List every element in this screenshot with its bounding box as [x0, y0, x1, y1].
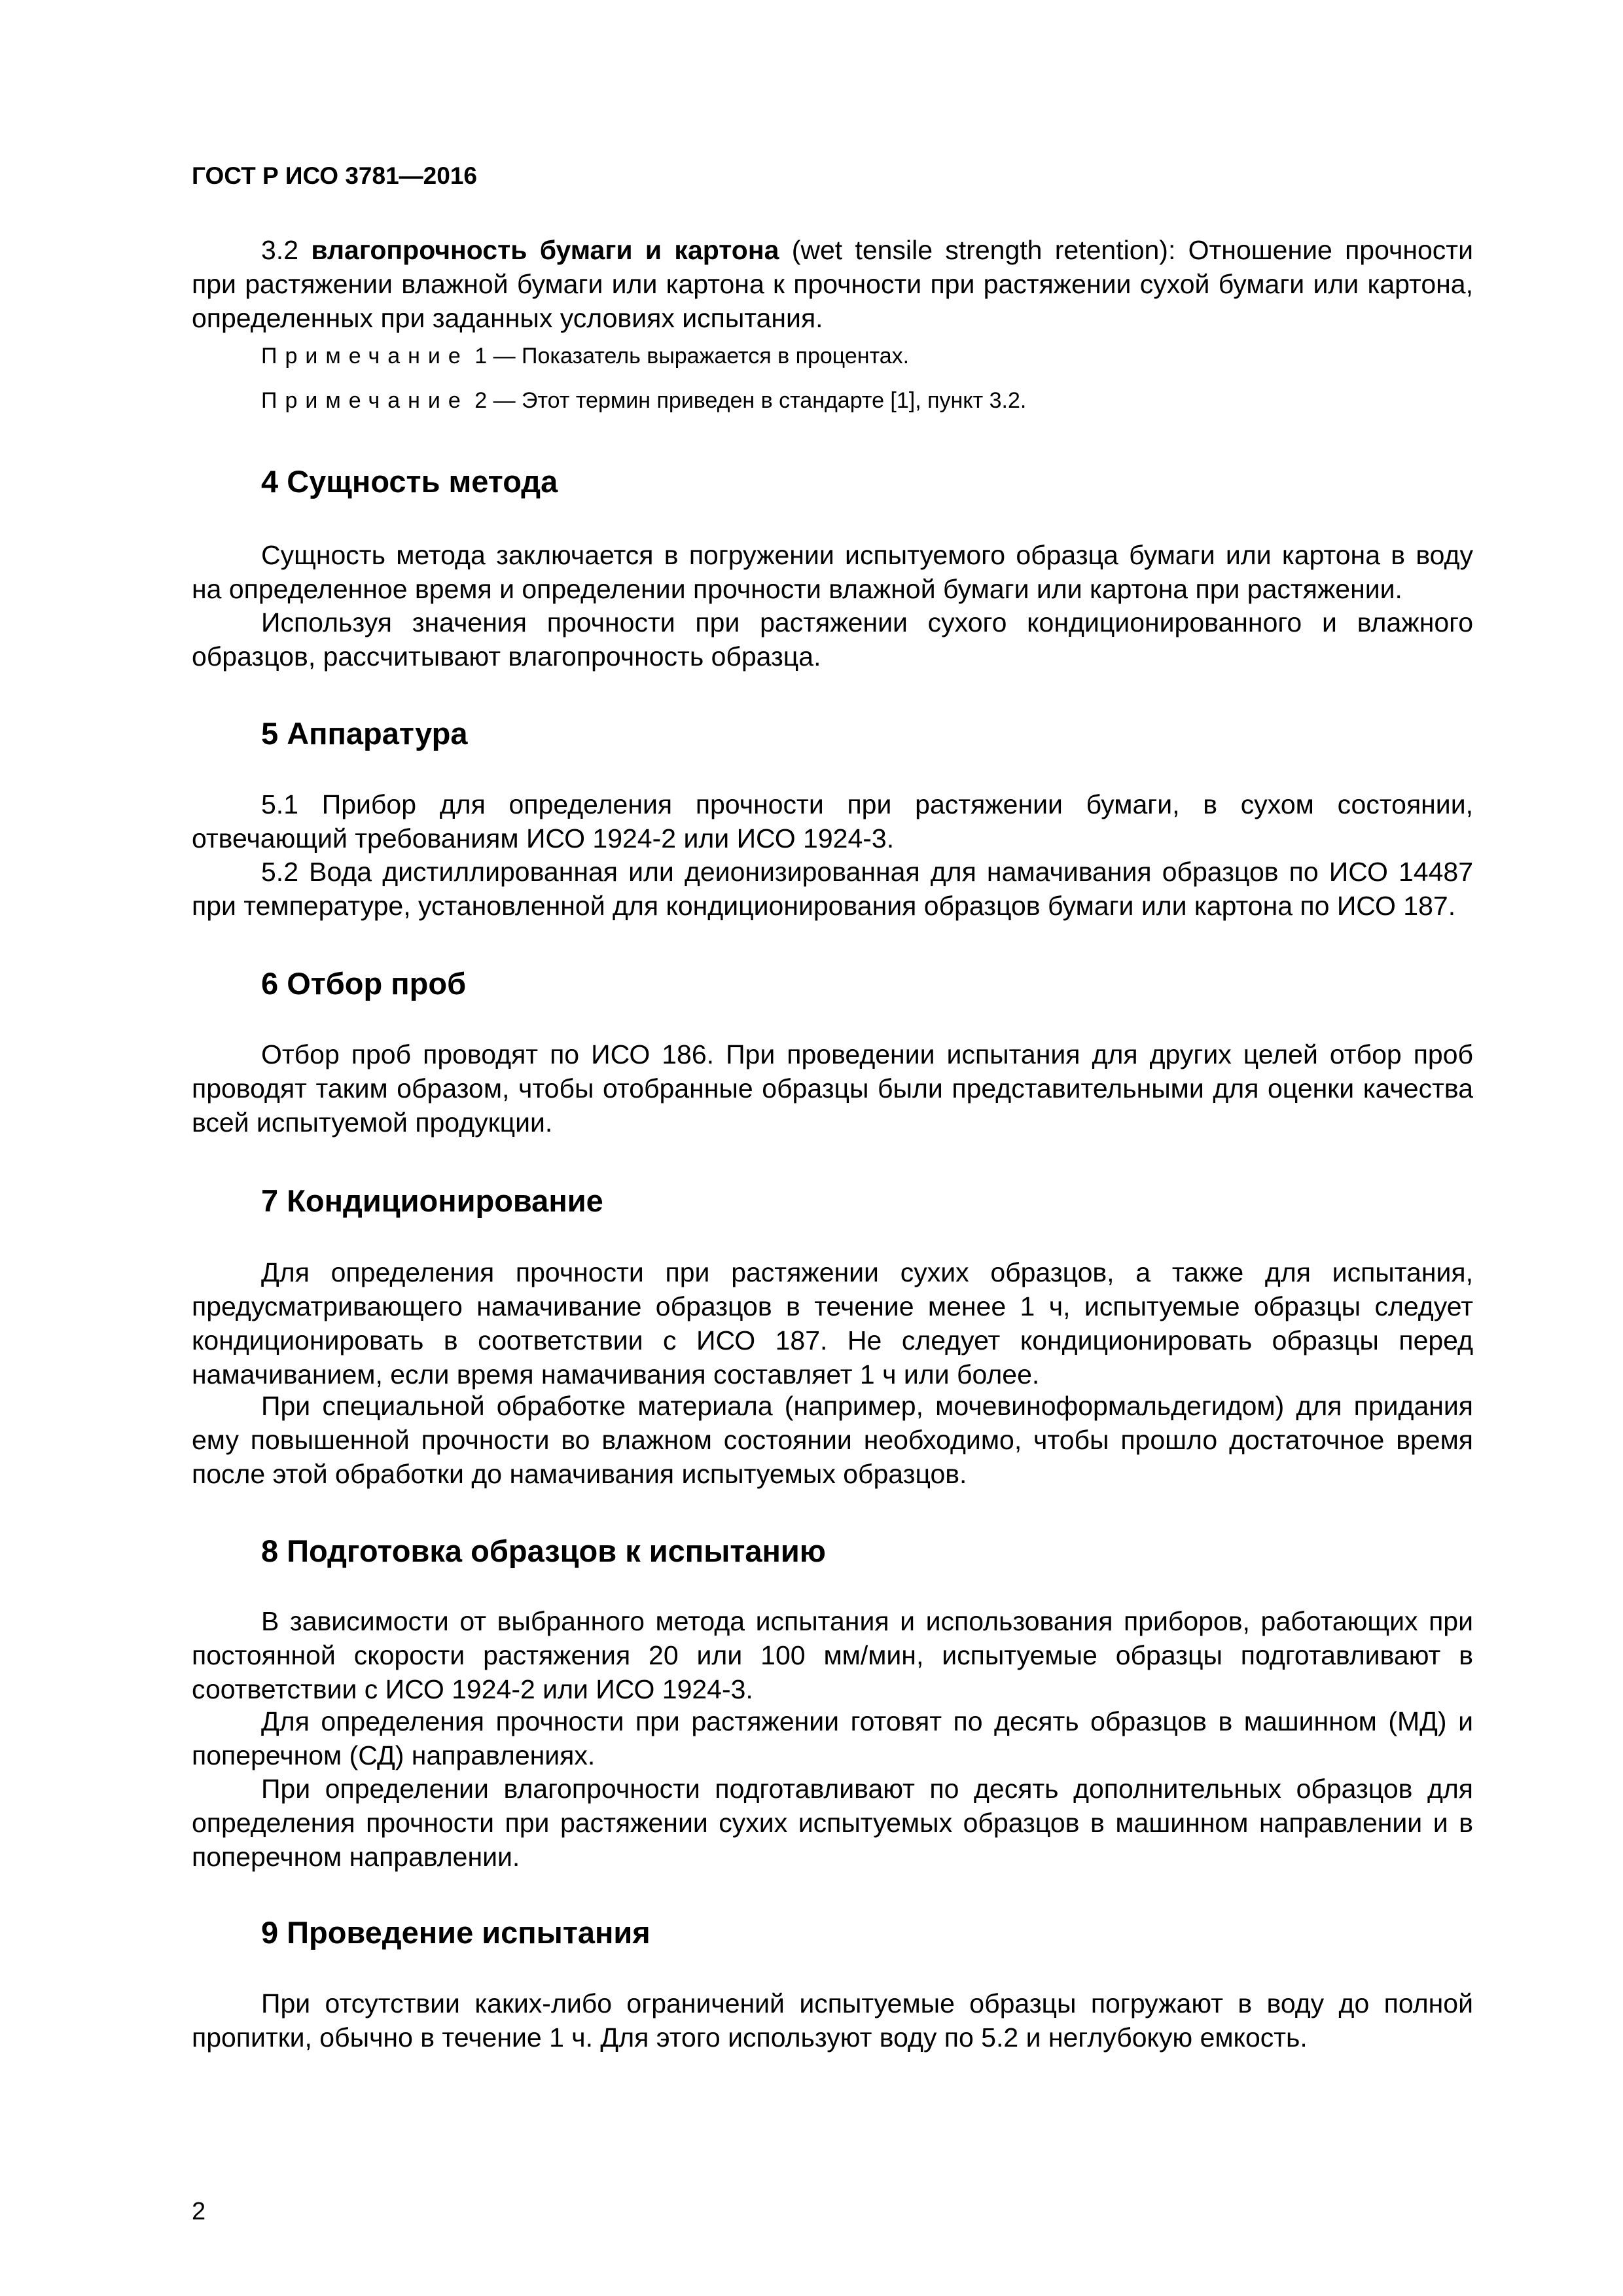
paragraph — [192, 1772, 1473, 1874]
term-bold: влагопрочность бумаги и картона — [311, 235, 779, 265]
note-label: Примечание — [261, 344, 469, 368]
paragraph-text: Для определения прочности при растяжении сухих образцов, а также для испытания, предусматривающего намачивание образцов в течение менее 1 ч, испытуемые образцы следует кондиционировать в соответствии с ИСО 187. Не следует кондиционировать образцы перед намачиванием, если время намачивания составляет 1 ч или более. — [192, 1257, 1473, 1390]
paragraph-text: При отсутствии каких-либо ограничений испытуемые образцы погружают в воду до полной пропитки, обычно в течение 1 ч. Для этого используют воду по 5.2 и неглубокую емкость. — [192, 1988, 1473, 2053]
paragraph — [192, 1704, 1473, 1772]
note-1 — [261, 342, 909, 370]
paragraph — [192, 1389, 1473, 1491]
term-definition: (wet tensile strength retention): Отношение прочности при растяжении влажной бумаги или картона к прочности при растяжении сухой бумаги или картона, определенных при заданных условиях испытания. — [192, 235, 1473, 333]
paragraph — [192, 1255, 1473, 1391]
paragraph — [192, 605, 1473, 673]
paragraph — [192, 787, 1473, 855]
paragraph — [192, 1037, 1473, 1139]
paragraph-text: Отбор проб проводят по ИСО 186. При проведении испытания для других целей отбор проб проводят таким образом, чтобы отобранные образцы были представительными для оценки качества всей испытуемой продукции. — [192, 1039, 1473, 1138]
page-number: 2 — [192, 2198, 206, 2225]
paragraph-text: При специальной обработке материала (например, мочевиноформальдегидом) для придания ему повышенной прочности во влажном состоянии необходимо, чтобы прошло достаточное время после этой обработки до намачивания испытуемых образцов. — [192, 1391, 1473, 1489]
paragraph — [192, 1986, 1473, 2054]
clause-3-2 — [192, 233, 1473, 335]
paragraph-text: При определении влагопрочности подготавливают по десять дополнительных образцов для определения прочности при растяжении сухих испытуемых образцов в машинном направлении и в поперечном направлении. — [192, 1774, 1473, 1872]
paragraph — [192, 855, 1473, 923]
document-code-header: ГОСТ Р ИСО 3781—2016 — [192, 162, 477, 189]
note-text: 2 — Этот термин приведен в стандарте [1], пункт 3.2. — [474, 388, 1027, 413]
note-label: Примечание — [261, 388, 469, 413]
section-title-4: 4 Сущность метода — [261, 464, 558, 499]
clause-number: 3.2 — [261, 235, 298, 265]
section-title-9: 9 Проведение испытания — [261, 1915, 651, 1950]
paragraph-text: 5.1 Прибор для определения прочности при растяжении бумаги, в сухом состоянии, отвечающий требованиям ИСО 1924-2 или ИСО 1924-3. — [192, 789, 1473, 853]
section-title-6: 6 Отбор проб — [261, 966, 467, 1001]
note-2 — [261, 386, 1026, 415]
section-title-5: 5 Аппаратура — [261, 716, 468, 751]
paragraph — [192, 1604, 1473, 1706]
paragraph-text: 5.2 Вода дистиллированная или деионизированная для намачивания образцов по ИСО 14487 при температуре, установленной для кондиционирования образцов бумаги или картона по ИСО 187. — [192, 857, 1473, 921]
note-text: 1 — Показатель выражается в процентах. — [474, 344, 910, 368]
paragraph-text: В зависимости от выбранного метода испытания и использования приборов, работающих при постоянной скорости растяжения 20 или 100 мм/мин, испытуемые образцы подготавливают в соответствии с ИСО 1924-2 или ИСО 1924-3. — [192, 1606, 1473, 1704]
section-title-7: 7 Кондиционирование — [261, 1183, 603, 1218]
section-title-8: 8 Подготовка образцов к испытанию — [261, 1534, 826, 1568]
paragraph-text: Используя значения прочности при растяжении сухого кондиционированного и влажного образцов, рассчитывают влагопрочность образца. — [192, 607, 1473, 672]
paragraph-text: Для определения прочности при растяжении готовят по десять образцов в машинном (МД) и поперечном (СД) направлениях. — [192, 1706, 1473, 1770]
paragraph — [192, 538, 1473, 606]
paragraph-text: Сущность метода заключается в погружении испытуемого образца бумаги или картона в воду на определенное время и определении прочности влажной бумаги или картона при растяжении. — [192, 540, 1473, 604]
